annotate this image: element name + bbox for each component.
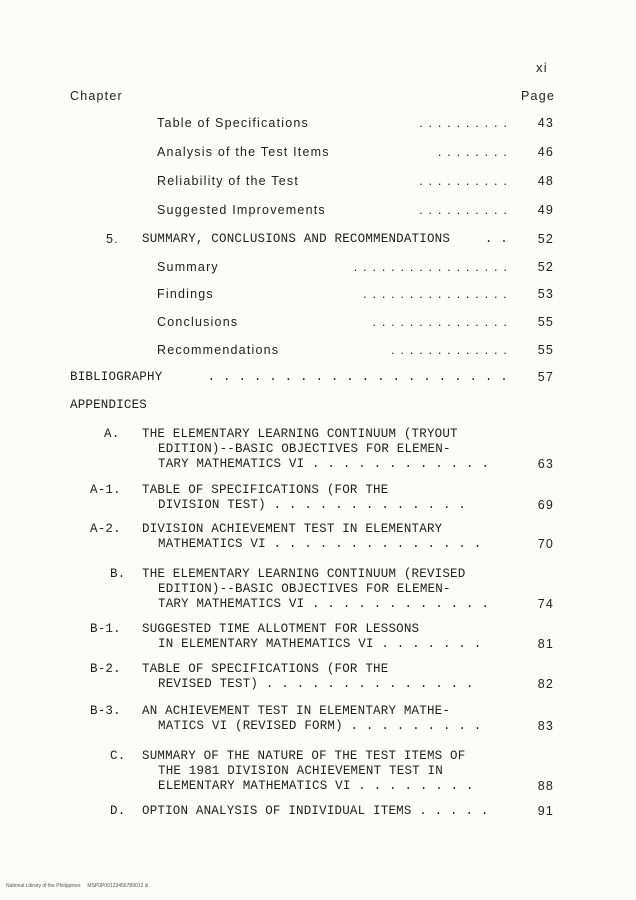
leader-dots: . . . . . . . . . . . . . . . . . — [353, 260, 508, 274]
appendix-title-line: AN ACHIEVEMENT TEST IN ELEMENTARY MATHE- — [142, 704, 451, 718]
page-number: 88 — [537, 779, 554, 793]
chapter-column-header: Chapter — [70, 89, 123, 103]
section-title: Summary — [157, 260, 219, 274]
appendix-title-line: THE ELEMENTARY LEARNING CONTINUUM (TRYOUT — [142, 427, 458, 441]
page-number: 83 — [537, 719, 554, 733]
section-title: Recommendations — [157, 343, 280, 357]
chapter-title: SUMMARY, CONCLUSIONS AND RECOMMENDATIONS — [142, 232, 451, 246]
section-title: Findings — [157, 287, 214, 301]
leader-dots: . . . . . . . . . . . . . . . . . . . . — [207, 370, 508, 384]
appendix-title-line: TARY MATHEMATICS VI . . . . . . . . . . . . — [158, 457, 490, 471]
page-number: 91 — [537, 804, 554, 818]
appendix-title-line: ELEMENTARY MATHEMATICS VI . . . . . . . . — [158, 779, 474, 793]
section-title: Conclusions — [157, 315, 239, 329]
appendix-title-line: THE ELEMENTARY LEARNING CONTINUUM (REVISED — [142, 567, 466, 581]
appendix-title-line: MATICS VI (REVISED FORM) . . . . . . . . . — [158, 719, 482, 733]
library-footer-stamp: National Library of the Philippines MSP0P00123456789012 iii — [6, 883, 149, 889]
page-number: 69 — [537, 498, 554, 512]
leader-dots: . . . . . . . . . . . . . . . . — [363, 287, 508, 301]
chapter-number: 5. — [106, 232, 119, 246]
appendix-title-line: IN ELEMENTARY MATHEMATICS VI . . . . . . . — [158, 637, 482, 651]
bibliography-heading: BIBLIOGRAPHY — [70, 370, 163, 384]
page-number: 46 — [537, 145, 554, 159]
appendix-title-line: MATHEMATICS VI . . . . . . . . . . . . . . — [158, 537, 482, 551]
section-title: Reliability of the Test — [157, 174, 300, 188]
appendix-label: A-1. — [90, 483, 121, 497]
appendix-label: A-2. — [90, 522, 121, 536]
leader-dots: . . . . . . . . . . . . . . . — [372, 315, 508, 329]
appendix-title-line: TABLE OF SPECIFICATIONS (FOR THE — [142, 662, 389, 676]
page-number: 52 — [537, 232, 554, 246]
appendix-title-line: DIVISION TEST) . . . . . . . . . . . . . — [158, 498, 467, 512]
appendix-label: B. — [110, 567, 126, 581]
page-number: 49 — [537, 203, 554, 217]
appendix-title-line: SUGGESTED TIME ALLOTMENT FOR LESSONS — [142, 622, 420, 636]
appendix-title-line: TABLE OF SPECIFICATIONS (FOR THE — [142, 483, 389, 497]
section-title: Analysis of the Test Items — [157, 145, 330, 159]
appendix-title-line: THE 1981 DIVISION ACHIEVEMENT TEST IN — [158, 764, 443, 778]
leader-dots: . . . . . . . . . . — [419, 116, 508, 130]
appendix-title-line: OPTION ANALYSIS OF INDIVIDUAL ITEMS . . . . . — [142, 804, 489, 818]
appendices-heading: APPENDICES — [70, 398, 148, 412]
appendix-title-line: REVISED TEST) . . . . . . . . . . . . . . — [158, 677, 474, 691]
page-number: 55 — [537, 315, 554, 329]
page-roman-numeral: xi — [536, 60, 548, 75]
page-number: 82 — [537, 677, 554, 691]
appendix-title-line: SUMMARY OF THE NATURE OF THE TEST ITEMS OF — [142, 749, 466, 763]
leader-dots: . . . . . . . . . . . . . — [391, 343, 508, 357]
appendix-label: D. — [110, 804, 126, 818]
page-number: 57 — [537, 370, 554, 384]
leader-dots: . . — [484, 232, 508, 246]
appendix-title-line: EDITION)--BASIC OBJECTIVES FOR ELEMEN- — [158, 582, 451, 596]
page-number: 53 — [537, 287, 554, 301]
leader-dots: . . . . . . . . . . — [419, 203, 508, 217]
appendix-label: B-3. — [90, 704, 121, 718]
page-number: 48 — [537, 174, 554, 188]
appendix-title-line: TARY MATHEMATICS VI . . . . . . . . . . . . — [158, 597, 490, 611]
page-number: 63 — [537, 457, 554, 471]
page-number: 43 — [537, 116, 554, 130]
appendix-label: B-2. — [90, 662, 121, 676]
page-number: 52 — [537, 260, 554, 274]
appendix-label: C. — [110, 749, 126, 763]
appendix-label: B-1. — [90, 622, 121, 636]
appendix-label: A. — [104, 427, 120, 441]
appendix-title-line: EDITION)--BASIC OBJECTIVES FOR ELEMEN- — [158, 442, 451, 456]
section-title: Table of Specifications — [157, 116, 309, 130]
page-number: 81 — [537, 637, 554, 651]
page-number: 55 — [537, 343, 554, 357]
section-title: Suggested Improvements — [157, 203, 326, 217]
leader-dots: . . . . . . . . . . — [419, 174, 508, 188]
page-number: 74 — [537, 597, 554, 611]
leader-dots: . . . . . . . . — [437, 145, 508, 159]
appendix-title-line: DIVISION ACHIEVEMENT TEST IN ELEMENTARY — [142, 522, 443, 536]
page-number: 70 — [537, 537, 554, 551]
page-column-header: Page — [521, 89, 555, 103]
